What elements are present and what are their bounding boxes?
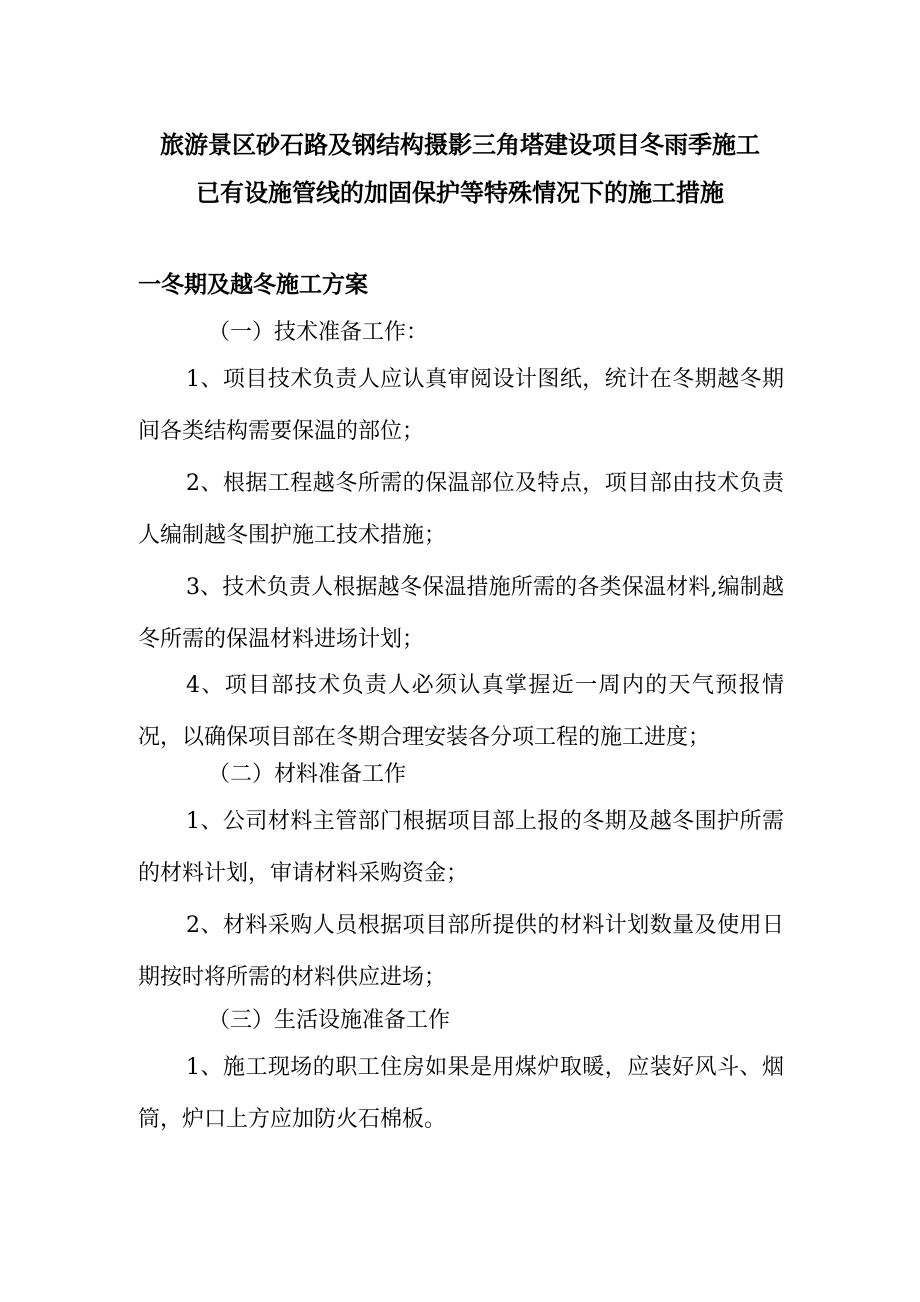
paragraph: 1、公司材料主管部门根据项目部上报的冬期及越冬围护所需的材料计划，审请材料采购资金； bbox=[138, 809, 784, 886]
paragraph: 1、项目技术负责人应认真审阅设计图纸，统计在冬期越冬期间各类结构需要保温的部位； bbox=[138, 367, 784, 444]
paragraph: 1、施工现场的职工住房如果是用煤炉取暖，应装好风斗、烟筒，炉口上方应加防火石棉板。 bbox=[138, 1055, 784, 1132]
document-title-line-2: 已有设施管线的加固保护等特殊情况下的施工措施 bbox=[196, 178, 724, 207]
subsection-heading-2: （二）材料准备工作 bbox=[208, 762, 407, 787]
paragraph: 3、技术负责人根据越冬保温措施所需的各类保温材料,编制越冬所需的保温材料进场计划； bbox=[138, 575, 784, 652]
paragraph: 2、根据工程越冬所需的保温部位及特点，项目部由技术负责人编制越冬围护施工技术措施； bbox=[138, 471, 784, 548]
subsection-heading-3: （三）生活设施准备工作 bbox=[208, 1008, 451, 1033]
paragraph: 2、材料采购人员根据项目部所提供的材料计划数量及使用日期按时将所需的材料供应进场； bbox=[138, 913, 784, 990]
paragraph: 4、项目部技术负责人必须认真掌握近一周内的天气预报情况，以确保项目部在冬期合理安装各分项工程的施工进度； bbox=[138, 673, 784, 750]
document-title-line-1: 旅游景区砂石路及钢结构摄影三角塔建设项目冬雨季施工 bbox=[160, 130, 760, 159]
subsection-heading-1: （一）技术准备工作： bbox=[208, 320, 429, 345]
section-heading: 一冬期及越冬施工方案 bbox=[138, 271, 368, 298]
